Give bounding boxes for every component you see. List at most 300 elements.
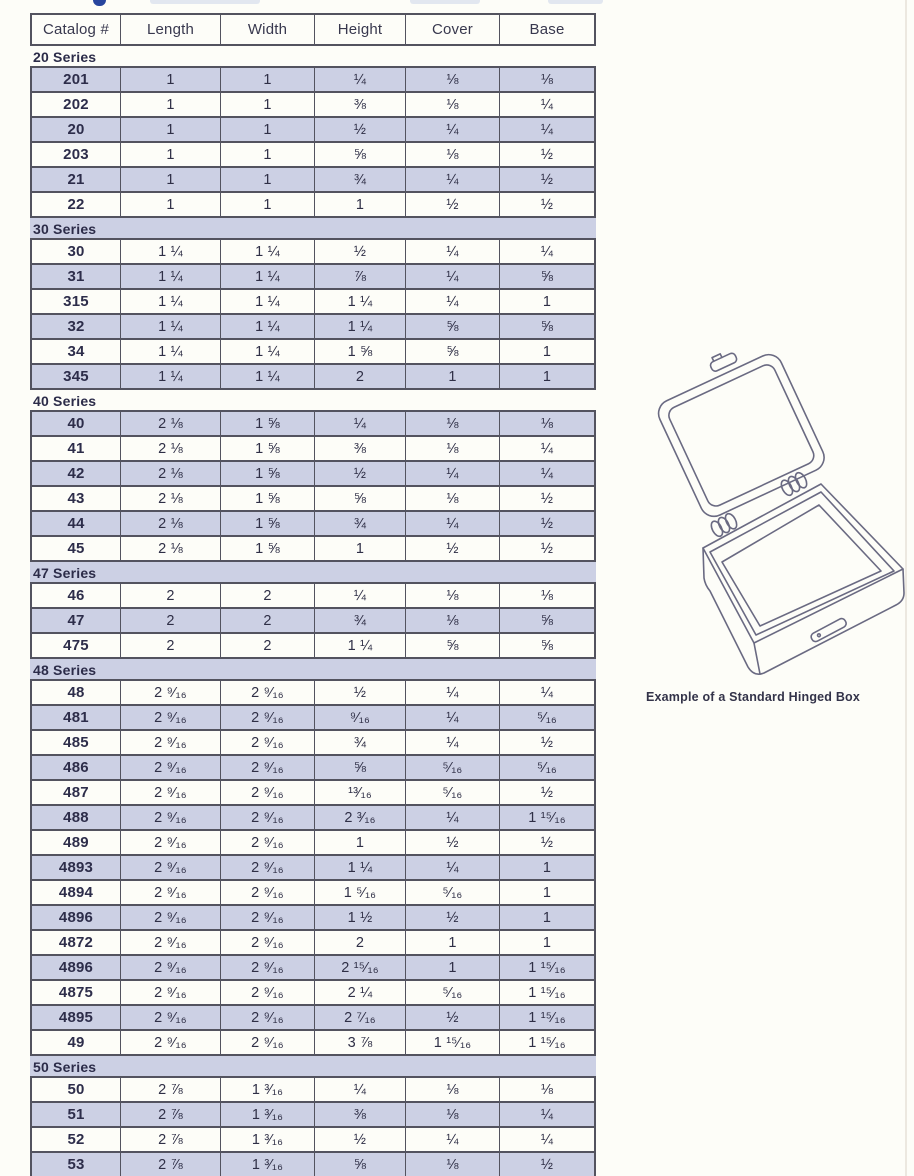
cover-cell: ½ xyxy=(405,831,499,854)
cover-cell: ⅛ xyxy=(405,584,499,607)
width-cell: 1 xyxy=(220,93,314,116)
cover-cell: ¼ xyxy=(405,265,499,288)
width-cell: 1 xyxy=(220,118,314,141)
table-body xyxy=(30,46,596,1176)
length-cell: 2 xyxy=(120,609,220,632)
series-label: 40 Series xyxy=(33,393,97,409)
base-cell: 1 ¹⁵⁄₁₆ xyxy=(499,806,596,829)
length-cell: 1 xyxy=(120,118,220,141)
length-cell: 1 xyxy=(120,143,220,166)
catalog-number-cell: 4893 xyxy=(30,856,120,879)
cover-cell: 1 xyxy=(405,931,499,954)
catalog-number-cell: 53 xyxy=(30,1153,120,1176)
height-cell: 1 ⁵⁄₁₆ xyxy=(314,881,405,904)
cover-cell: ⅛ xyxy=(405,143,499,166)
catalog-number-cell: 345 xyxy=(30,365,120,388)
catalog-number-cell: 481 xyxy=(30,706,120,729)
cover-cell: ⅛ xyxy=(405,609,499,632)
cover-cell: ⅛ xyxy=(405,1153,499,1176)
length-cell: 2 ⁹⁄₁₆ xyxy=(120,1031,220,1054)
hinged-box-drawing xyxy=(598,333,908,685)
catalog-number-cell: 51 xyxy=(30,1103,120,1126)
base-cell: 1 ¹⁵⁄₁₆ xyxy=(499,1006,596,1029)
table-row xyxy=(30,756,596,781)
table-row xyxy=(30,906,596,931)
catalog-number-cell: 315 xyxy=(30,290,120,313)
height-cell: ⅜ xyxy=(314,437,405,460)
table-row xyxy=(30,731,596,756)
series-label: 50 Series xyxy=(33,1059,97,1075)
base-cell: ½ xyxy=(499,537,596,560)
base-cell: ¼ xyxy=(499,1103,596,1126)
cover-cell: ¼ xyxy=(405,1128,499,1151)
table-row xyxy=(30,881,596,906)
width-cell: 2 ⁹⁄₁₆ xyxy=(220,931,314,954)
width-cell: 2 xyxy=(220,634,314,657)
catalog-number-cell: 40 xyxy=(30,412,120,435)
catalog-number-cell: 43 xyxy=(30,487,120,510)
length-cell: 1 ¼ xyxy=(120,290,220,313)
cover-cell: ¼ xyxy=(405,290,499,313)
catalog-number-cell: 42 xyxy=(30,462,120,485)
table-row xyxy=(30,831,596,856)
base-cell: ⁵⁄₁₆ xyxy=(499,756,596,779)
width-cell: 1 ¼ xyxy=(220,340,314,363)
box-base xyxy=(703,484,904,674)
cover-cell: ⅛ xyxy=(405,412,499,435)
catalog-number-cell: 489 xyxy=(30,831,120,854)
width-cell: 1 ¼ xyxy=(220,240,314,263)
base-cell: 1 xyxy=(499,881,596,904)
width-cell: 2 ⁹⁄₁₆ xyxy=(220,956,314,979)
table-row xyxy=(30,1078,596,1103)
cover-cell: ¼ xyxy=(405,462,499,485)
length-cell: 2 ⅛ xyxy=(120,437,220,460)
clipped-page-title-fragment xyxy=(548,0,603,4)
height-cell: 2 ³⁄₁₆ xyxy=(314,806,405,829)
catalog-number-cell: 20 xyxy=(30,118,120,141)
width-cell: 1 ⅝ xyxy=(220,437,314,460)
length-cell: 1 xyxy=(120,168,220,191)
length-cell: 2 ⅛ xyxy=(120,487,220,510)
length-cell: 1 ¼ xyxy=(120,315,220,338)
series-band xyxy=(30,1056,596,1078)
cover-cell: ¼ xyxy=(405,806,499,829)
height-cell: 1 ¼ xyxy=(314,634,405,657)
length-cell: 2 ⅞ xyxy=(120,1078,220,1101)
base-cell: ½ xyxy=(499,731,596,754)
catalog-number-cell: 41 xyxy=(30,437,120,460)
base-cell: ¼ xyxy=(499,118,596,141)
width-cell: 2 ⁹⁄₁₆ xyxy=(220,806,314,829)
catalog-number-cell: 202 xyxy=(30,93,120,116)
base-cell: ½ xyxy=(499,512,596,535)
cover-cell: ⅝ xyxy=(405,315,499,338)
catalog-number-cell: 488 xyxy=(30,806,120,829)
base-cell: ½ xyxy=(499,1153,596,1176)
cover-cell: 1 ¹⁵⁄₁₆ xyxy=(405,1031,499,1054)
base-cell: 1 ¹⁵⁄₁₆ xyxy=(499,956,596,979)
height-cell: ½ xyxy=(314,118,405,141)
cover-cell: ½ xyxy=(405,193,499,216)
cover-cell: ¼ xyxy=(405,731,499,754)
length-cell: 2 ⅞ xyxy=(120,1153,220,1176)
width-cell: 1 ⅝ xyxy=(220,487,314,510)
width-cell: 1 ¼ xyxy=(220,365,314,388)
header-cover: Cover xyxy=(405,15,499,44)
table-row xyxy=(30,1153,596,1176)
length-cell: 2 ⁹⁄₁₆ xyxy=(120,931,220,954)
base-cell: 1 ¹⁵⁄₁₆ xyxy=(499,981,596,1004)
header-base: Base xyxy=(499,15,596,44)
table-row xyxy=(30,240,596,265)
table-row xyxy=(30,609,596,634)
width-cell: 1 ³⁄₁₆ xyxy=(220,1153,314,1176)
hinged-box-figure xyxy=(598,333,908,704)
base-cell: ½ xyxy=(499,781,596,804)
base-cell: ¼ xyxy=(499,681,596,704)
clipped-page-title-fragment xyxy=(150,0,260,4)
height-cell: 1 ⅝ xyxy=(314,340,405,363)
height-cell: 2 xyxy=(314,931,405,954)
length-cell: 1 ¼ xyxy=(120,240,220,263)
table-row xyxy=(30,290,596,315)
length-cell: 2 xyxy=(120,634,220,657)
catalog-number-cell: 485 xyxy=(30,731,120,754)
catalog-number-cell: 486 xyxy=(30,756,120,779)
table-row xyxy=(30,315,596,340)
base-cell: 1 xyxy=(499,856,596,879)
length-cell: 1 xyxy=(120,93,220,116)
catalog-number-cell: 34 xyxy=(30,340,120,363)
table-row xyxy=(30,856,596,881)
series-label: 30 Series xyxy=(33,221,97,237)
width-cell: 1 ⅝ xyxy=(220,537,314,560)
table-row xyxy=(30,634,596,659)
height-cell: ⅝ xyxy=(314,487,405,510)
width-cell: 2 xyxy=(220,609,314,632)
base-cell: ⅛ xyxy=(499,584,596,607)
height-cell: ½ xyxy=(314,462,405,485)
cover-cell: ¼ xyxy=(405,240,499,263)
catalog-number-cell: 49 xyxy=(30,1031,120,1054)
width-cell: 1 ³⁄₁₆ xyxy=(220,1103,314,1126)
height-cell: 1 ¼ xyxy=(314,290,405,313)
catalog-number-cell: 4894 xyxy=(30,881,120,904)
catalog-number-cell: 46 xyxy=(30,584,120,607)
length-cell: 2 ⁹⁄₁₆ xyxy=(120,806,220,829)
base-cell: 1 xyxy=(499,931,596,954)
table-header-row xyxy=(30,15,596,46)
base-cell: ¼ xyxy=(499,462,596,485)
catalog-number-cell: 47 xyxy=(30,609,120,632)
base-cell: ⅛ xyxy=(499,1078,596,1101)
length-cell: 2 ⁹⁄₁₆ xyxy=(120,781,220,804)
series-band xyxy=(30,390,596,412)
cover-cell: ½ xyxy=(405,1006,499,1029)
base-cell: ⅛ xyxy=(499,412,596,435)
cover-cell: ¼ xyxy=(405,118,499,141)
length-cell: 2 ⅞ xyxy=(120,1103,220,1126)
base-cell: ⅝ xyxy=(499,315,596,338)
width-cell: 2 ⁹⁄₁₆ xyxy=(220,831,314,854)
header-length: Length xyxy=(120,15,220,44)
table-row xyxy=(30,68,596,93)
table-row xyxy=(30,537,596,562)
cover-cell: ⅛ xyxy=(405,93,499,116)
height-cell: ⁹⁄₁₆ xyxy=(314,706,405,729)
series-band xyxy=(30,562,596,584)
width-cell: 2 ⁹⁄₁₆ xyxy=(220,856,314,879)
catalog-number-cell: 30 xyxy=(30,240,120,263)
cover-cell: ⅛ xyxy=(405,68,499,91)
length-cell: 2 ⁹⁄₁₆ xyxy=(120,1006,220,1029)
width-cell: 2 ⁹⁄₁₆ xyxy=(220,1006,314,1029)
base-cell: ⅝ xyxy=(499,609,596,632)
cover-cell: ⅝ xyxy=(405,634,499,657)
table-row xyxy=(30,487,596,512)
width-cell: 1 ¼ xyxy=(220,315,314,338)
cover-cell: ⁵⁄₁₆ xyxy=(405,781,499,804)
height-cell: ¾ xyxy=(314,168,405,191)
catalog-number-cell: 4895 xyxy=(30,1006,120,1029)
height-cell: ⅜ xyxy=(314,93,405,116)
cover-cell: ⅛ xyxy=(405,1078,499,1101)
table-row xyxy=(30,412,596,437)
series-label: 48 Series xyxy=(33,662,97,678)
height-cell: ½ xyxy=(314,1128,405,1151)
cover-cell: ¼ xyxy=(405,512,499,535)
width-cell: 1 ⅝ xyxy=(220,412,314,435)
base-cell: ⅝ xyxy=(499,265,596,288)
height-cell: ¾ xyxy=(314,731,405,754)
base-cell: 1 xyxy=(499,290,596,313)
catalog-number-cell: 4896 xyxy=(30,906,120,929)
height-cell: ⅞ xyxy=(314,265,405,288)
base-cell: ½ xyxy=(499,487,596,510)
cover-cell: ⁵⁄₁₆ xyxy=(405,756,499,779)
catalog-number-cell: 22 xyxy=(30,193,120,216)
catalog-number-cell: 48 xyxy=(30,681,120,704)
length-cell: 2 ⅛ xyxy=(120,512,220,535)
height-cell: 2 ¼ xyxy=(314,981,405,1004)
width-cell: 2 ⁹⁄₁₆ xyxy=(220,881,314,904)
header-height: Height xyxy=(314,15,405,44)
table-row xyxy=(30,1103,596,1128)
width-cell: 2 ⁹⁄₁₆ xyxy=(220,906,314,929)
height-cell: 2 ¹⁵⁄₁₆ xyxy=(314,956,405,979)
length-cell: 2 ⁹⁄₁₆ xyxy=(120,856,220,879)
table-row xyxy=(30,956,596,981)
length-cell: 2 ⁹⁄₁₆ xyxy=(120,731,220,754)
table-row xyxy=(30,806,596,831)
table-row xyxy=(30,193,596,218)
catalog-number-cell: 45 xyxy=(30,537,120,560)
series-label: 47 Series xyxy=(33,565,97,581)
length-cell: 2 ⅞ xyxy=(120,1128,220,1151)
height-cell: 1 ¼ xyxy=(314,315,405,338)
catalog-number-cell: 475 xyxy=(30,634,120,657)
base-cell: ⁵⁄₁₆ xyxy=(499,706,596,729)
header-width: Width xyxy=(220,15,314,44)
height-cell: ¼ xyxy=(314,68,405,91)
length-cell: 1 xyxy=(120,193,220,216)
table-row xyxy=(30,1031,596,1056)
catalog-number-cell: 203 xyxy=(30,143,120,166)
table-row xyxy=(30,340,596,365)
catalog-number-cell: 201 xyxy=(30,68,120,91)
cover-cell: ⁵⁄₁₆ xyxy=(405,981,499,1004)
table-row xyxy=(30,143,596,168)
width-cell: 1 xyxy=(220,168,314,191)
height-cell: ⅜ xyxy=(314,1103,405,1126)
cover-cell: ½ xyxy=(405,537,499,560)
base-cell: ¼ xyxy=(499,437,596,460)
table-row xyxy=(30,931,596,956)
length-cell: 1 ¼ xyxy=(120,365,220,388)
width-cell: 1 ³⁄₁₆ xyxy=(220,1078,314,1101)
hinged-box-size-table xyxy=(30,13,596,1176)
height-cell: ½ xyxy=(314,240,405,263)
height-cell: ¹³⁄₁₆ xyxy=(314,781,405,804)
table-row xyxy=(30,681,596,706)
clipped-page-title-fragment xyxy=(410,0,480,4)
base-cell: 1 ¹⁵⁄₁₆ xyxy=(499,1031,596,1054)
cover-cell: ⅛ xyxy=(405,487,499,510)
cover-cell: ½ xyxy=(405,906,499,929)
width-cell: 2 ⁹⁄₁₆ xyxy=(220,1031,314,1054)
cover-cell: ¼ xyxy=(405,706,499,729)
cover-cell: 1 xyxy=(405,956,499,979)
cover-cell: ¼ xyxy=(405,856,499,879)
width-cell: 1 ⅝ xyxy=(220,462,314,485)
catalog-number-cell: 44 xyxy=(30,512,120,535)
height-cell: 2 xyxy=(314,365,405,388)
cover-cell: ⅝ xyxy=(405,340,499,363)
base-cell: ½ xyxy=(499,168,596,191)
width-cell: 1 ¼ xyxy=(220,290,314,313)
series-band xyxy=(30,659,596,681)
cover-cell: ⁵⁄₁₆ xyxy=(405,881,499,904)
height-cell: ⅝ xyxy=(314,1153,405,1176)
catalog-number-cell: 4872 xyxy=(30,931,120,954)
length-cell: 2 ⅛ xyxy=(120,462,220,485)
base-cell: ¼ xyxy=(499,1128,596,1151)
length-cell: 1 xyxy=(120,68,220,91)
width-cell: 1 xyxy=(220,68,314,91)
length-cell: 1 ¼ xyxy=(120,340,220,363)
table-row xyxy=(30,584,596,609)
base-cell: ¼ xyxy=(499,93,596,116)
table-row xyxy=(30,1128,596,1153)
length-cell: 2 ⁹⁄₁₆ xyxy=(120,981,220,1004)
cover-cell: 1 xyxy=(405,365,499,388)
height-cell: 1 ¼ xyxy=(314,856,405,879)
height-cell: 1 ½ xyxy=(314,906,405,929)
table-row xyxy=(30,118,596,143)
catalog-number-cell: 52 xyxy=(30,1128,120,1151)
table-row xyxy=(30,512,596,537)
cover-cell: ¼ xyxy=(405,681,499,704)
series-label: 20 Series xyxy=(33,49,97,65)
width-cell: 2 xyxy=(220,584,314,607)
width-cell: 1 xyxy=(220,193,314,216)
table-row xyxy=(30,1006,596,1031)
catalog-number-cell: 4875 xyxy=(30,981,120,1004)
base-cell: ½ xyxy=(499,193,596,216)
catalog-number-cell: 32 xyxy=(30,315,120,338)
height-cell: 1 xyxy=(314,193,405,216)
height-cell: ¾ xyxy=(314,609,405,632)
table-row xyxy=(30,437,596,462)
height-cell: ¾ xyxy=(314,512,405,535)
base-cell: ½ xyxy=(499,831,596,854)
table-row xyxy=(30,365,596,390)
base-cell: 1 xyxy=(499,365,596,388)
width-cell: 2 ⁹⁄₁₆ xyxy=(220,981,314,1004)
height-cell: ⅝ xyxy=(314,143,405,166)
base-cell: ⅛ xyxy=(499,68,596,91)
length-cell: 2 xyxy=(120,584,220,607)
width-cell: 2 ⁹⁄₁₆ xyxy=(220,706,314,729)
table-row xyxy=(30,706,596,731)
base-cell: 1 xyxy=(499,340,596,363)
base-cell: 1 xyxy=(499,906,596,929)
table-row xyxy=(30,265,596,290)
width-cell: 1 ⅝ xyxy=(220,512,314,535)
base-cell: ¼ xyxy=(499,240,596,263)
series-band xyxy=(30,46,596,68)
table-row xyxy=(30,168,596,193)
width-cell: 1 ³⁄₁₆ xyxy=(220,1128,314,1151)
clipped-page-title-fragment xyxy=(93,0,106,6)
base-cell: ⅝ xyxy=(499,634,596,657)
cover-cell: ⅛ xyxy=(405,1103,499,1126)
length-cell: 2 ⁹⁄₁₆ xyxy=(120,881,220,904)
height-cell: 1 xyxy=(314,537,405,560)
width-cell: 1 xyxy=(220,143,314,166)
cover-cell: ¼ xyxy=(405,168,499,191)
catalog-number-cell: 4896 xyxy=(30,956,120,979)
height-cell: ⅝ xyxy=(314,756,405,779)
height-cell: ¼ xyxy=(314,584,405,607)
cover-cell: ⅛ xyxy=(405,437,499,460)
width-cell: 2 ⁹⁄₁₆ xyxy=(220,731,314,754)
length-cell: 1 ¼ xyxy=(120,265,220,288)
height-cell: ¼ xyxy=(314,1078,405,1101)
header-catalog-number: Catalog # xyxy=(30,15,120,44)
height-cell: 3 ⅞ xyxy=(314,1031,405,1054)
catalog-number-cell: 31 xyxy=(30,265,120,288)
length-cell: 2 ⁹⁄₁₆ xyxy=(120,906,220,929)
length-cell: 2 ⁹⁄₁₆ xyxy=(120,756,220,779)
series-band xyxy=(30,218,596,240)
table-row xyxy=(30,981,596,1006)
length-cell: 2 ⁹⁄₁₆ xyxy=(120,956,220,979)
length-cell: 2 ⅛ xyxy=(120,537,220,560)
table-row xyxy=(30,93,596,118)
length-cell: 2 ⁹⁄₁₆ xyxy=(120,681,220,704)
catalog-number-cell: 50 xyxy=(30,1078,120,1101)
length-cell: 2 ⁹⁄₁₆ xyxy=(120,706,220,729)
table-row xyxy=(30,462,596,487)
width-cell: 2 ⁹⁄₁₆ xyxy=(220,756,314,779)
width-cell: 2 ⁹⁄₁₆ xyxy=(220,781,314,804)
width-cell: 2 ⁹⁄₁₆ xyxy=(220,681,314,704)
length-cell: 2 ⁹⁄₁₆ xyxy=(120,831,220,854)
height-cell: ½ xyxy=(314,681,405,704)
height-cell: ¼ xyxy=(314,412,405,435)
